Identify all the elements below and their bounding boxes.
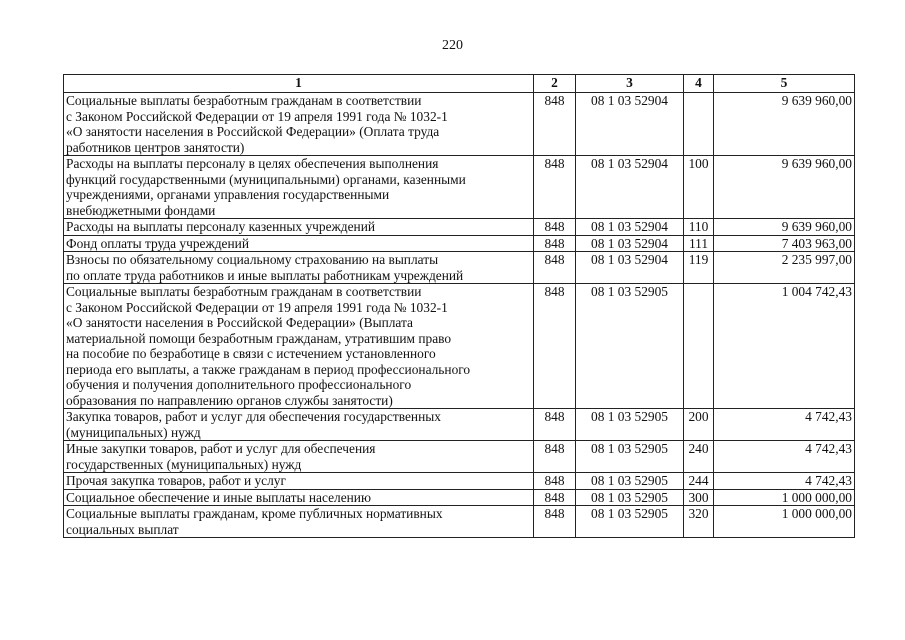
row-target-code: 08 1 03 52905 <box>576 441 684 473</box>
header-row <box>64 75 855 93</box>
row-name: Фонд оплаты труда учреждений <box>64 235 534 252</box>
row-expense-type: 240 <box>684 441 714 473</box>
table-row <box>64 506 855 538</box>
table-row <box>64 219 855 236</box>
row-admin-code: 848 <box>534 489 576 506</box>
row-target-code: 08 1 03 52905 <box>576 409 684 441</box>
table-row <box>64 156 855 219</box>
row-target-code: 08 1 03 52904 <box>576 156 684 219</box>
page-number: 220 <box>442 38 463 53</box>
row-admin-code: 848 <box>534 409 576 441</box>
row-target-code: 08 1 03 52905 <box>576 506 684 538</box>
header-col-5: 5 <box>714 75 855 93</box>
row-admin-code: 848 <box>534 156 576 219</box>
row-admin-code: 848 <box>534 506 576 538</box>
row-name: Расходы на выплаты персоналу казенных учреждений <box>64 219 534 236</box>
row-admin-code: 848 <box>534 284 576 409</box>
header-col-2: 2 <box>534 75 576 93</box>
row-amount: 1 000 000,00 <box>714 506 855 538</box>
row-name: Социальное обеспечение и иные выплаты населению <box>64 489 534 506</box>
table-row <box>64 441 855 473</box>
row-name: Иные закупки товаров, работ и услуг для обеспечения государственных (муниципальных) нужд <box>64 441 534 473</box>
row-admin-code: 848 <box>534 441 576 473</box>
header-col-3: 3 <box>576 75 684 93</box>
row-admin-code: 848 <box>534 252 576 284</box>
table-row <box>64 284 855 409</box>
row-target-code: 08 1 03 52905 <box>576 284 684 409</box>
row-expense-type: 111 <box>684 235 714 252</box>
table-row <box>64 409 855 441</box>
row-expense-type: 110 <box>684 219 714 236</box>
row-target-code: 08 1 03 52905 <box>576 473 684 490</box>
table-row <box>64 252 855 284</box>
row-name: Социальные выплаты гражданам, кроме публичных нормативных социальных выплат <box>64 506 534 538</box>
row-expense-type: 100 <box>684 156 714 219</box>
row-expense-type <box>684 284 714 409</box>
row-expense-type: 119 <box>684 252 714 284</box>
row-amount: 4 742,43 <box>714 409 855 441</box>
row-amount: 9 639 960,00 <box>714 156 855 219</box>
row-name: Социальные выплаты безработным гражданам в соответствии с Законом Российской Федерации от 19 апреля 1991 года № 1032-1 «О занятости населения в Российской Федерации» (Оплата труда работников центров занятости) <box>64 93 534 156</box>
row-expense-type: 244 <box>684 473 714 490</box>
row-target-code: 08 1 03 52904 <box>576 235 684 252</box>
header-col-4: 4 <box>684 75 714 93</box>
row-expense-type: 320 <box>684 506 714 538</box>
row-expense-type <box>684 93 714 156</box>
row-target-code: 08 1 03 52904 <box>576 252 684 284</box>
header-col-1: 1 <box>64 75 534 93</box>
table-row <box>64 489 855 506</box>
row-amount: 4 742,43 <box>714 441 855 473</box>
row-expense-type: 300 <box>684 489 714 506</box>
table-row <box>64 473 855 490</box>
row-amount: 4 742,43 <box>714 473 855 490</box>
row-amount: 7 403 963,00 <box>714 235 855 252</box>
row-amount: 2 235 997,00 <box>714 252 855 284</box>
row-admin-code: 848 <box>534 235 576 252</box>
row-name: Социальные выплаты безработным гражданам в соответствии с Законом Российской Федерации от 19 апреля 1991 года № 1032-1 «О занятости населения в Российской Федерации» (Выплата материальной помощи безработным гражданам, утратившим право на пособие по безработице в связи с истечением установленного периода его выплаты, а также гражданам в период профессионального обучения и получения дополнительного профессионального образования по направлению органов службы занятости) <box>64 284 534 409</box>
table-row <box>64 93 855 156</box>
row-admin-code: 848 <box>534 219 576 236</box>
row-amount: 9 639 960,00 <box>714 93 855 156</box>
row-target-code: 08 1 03 52904 <box>576 219 684 236</box>
row-target-code: 08 1 03 52904 <box>576 93 684 156</box>
row-name: Взносы по обязательному социальному страхованию на выплаты по оплате труда работников и иные выплаты работникам учреждений <box>64 252 534 284</box>
row-amount: 9 639 960,00 <box>714 219 855 236</box>
row-name: Расходы на выплаты персоналу в целях обеспечения выполнения функций государственными (муниципальными) органами, казенными учреждениями, органами управления государственными внебюджетными фондами <box>64 156 534 219</box>
row-name: Прочая закупка товаров, работ и услуг <box>64 473 534 490</box>
row-admin-code: 848 <box>534 473 576 490</box>
budget-table <box>63 74 855 538</box>
row-amount: 1 004 742,43 <box>714 284 855 409</box>
row-amount: 1 000 000,00 <box>714 489 855 506</box>
table-row <box>64 235 855 252</box>
row-name: Закупка товаров, работ и услуг для обеспечения государственных (муниципальных) нужд <box>64 409 534 441</box>
row-expense-type: 200 <box>684 409 714 441</box>
row-admin-code: 848 <box>534 93 576 156</box>
row-target-code: 08 1 03 52905 <box>576 489 684 506</box>
